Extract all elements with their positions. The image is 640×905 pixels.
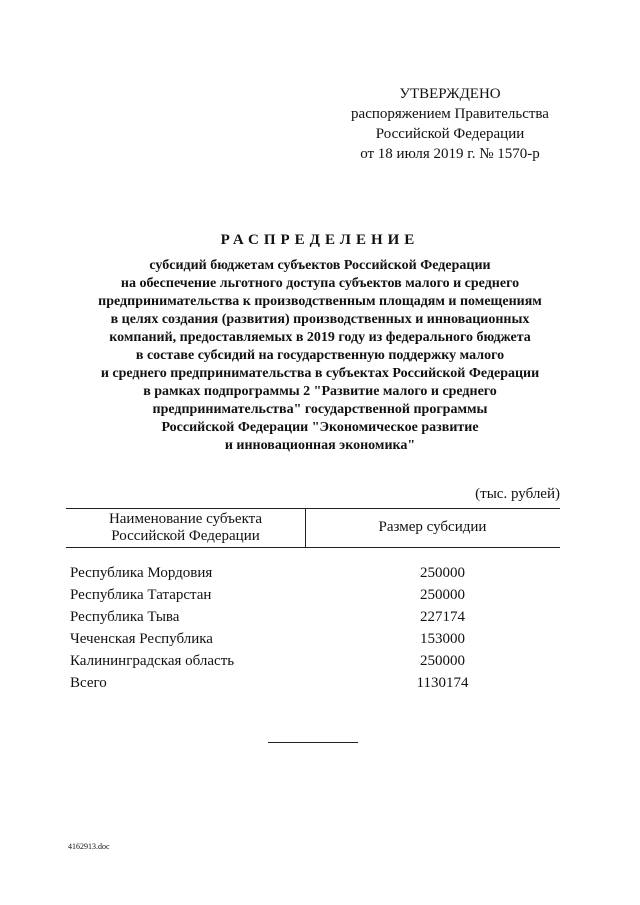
- table-row: [70, 584, 560, 606]
- table-top-rule: [66, 508, 560, 509]
- table-row: [70, 628, 560, 650]
- subtitle-line: предпринимательства" государственной программы: [152, 402, 488, 417]
- table-total-row: [70, 672, 560, 694]
- total-amount: 1130174: [416, 675, 469, 691]
- subtitle-line: в рамках подпрограммы 2 "Развитие малого и среднего: [143, 384, 497, 399]
- table-body: [70, 562, 560, 694]
- header-name-line: Наименование субъекта: [108, 511, 263, 527]
- subtitle-line: субсидий бюджетам субъектов Российской Федерации: [149, 258, 491, 273]
- header-name-line: Российской Федерации: [111, 528, 260, 544]
- approval-line: от 18 июля 2019 г. № 1570-р: [360, 146, 540, 162]
- approval-block: [340, 84, 560, 164]
- approval-title: УТВЕРЖДЕНО: [399, 86, 501, 102]
- subtitle-line: и инновационная экономика": [224, 438, 416, 453]
- table-header-rule: [66, 547, 560, 548]
- subsidy-amount: 250000: [420, 565, 465, 581]
- document-end-rule: [268, 742, 358, 743]
- subtitle-line: на обеспечение льготного доступа субъектов малого и среднего: [120, 276, 520, 291]
- region-name: Республика Татарстан: [70, 587, 212, 603]
- region-name: Республика Тыва: [70, 609, 180, 625]
- document-title: РАСПРЕДЕЛЕНИЕ: [220, 232, 420, 248]
- subsidy-amount: 250000: [420, 587, 465, 603]
- approval-line: Российской Федерации: [375, 126, 525, 142]
- subtitle-line: в составе субсидий на государственную поддержку малого: [135, 348, 505, 363]
- footer-file-name: 4162913.doc: [68, 842, 110, 851]
- subtitle-line: предпринимательства к производственным площадям и помещениям: [98, 294, 542, 309]
- document-subtitle: [60, 257, 580, 455]
- subtitle-line: Российской Федерации "Экономическое развитие: [161, 420, 479, 435]
- approval-line: распоряжением Правительства: [351, 106, 549, 122]
- region-name: Чеченская Республика: [70, 631, 213, 647]
- subsidy-amount: 153000: [420, 631, 465, 647]
- region-name: Калининградская область: [70, 653, 235, 669]
- region-name: Республика Мордовия: [70, 565, 213, 581]
- subsidy-amount: 227174: [420, 609, 465, 625]
- table-unit-label: (тыс. рублей): [475, 486, 560, 502]
- header-name-column: [66, 511, 305, 545]
- subtitle-line: и среднего предпринимательства в субъектах Российской Федерации: [100, 366, 540, 381]
- subtitle-line: в целях создания (развития) производственных и инновационных: [110, 312, 530, 327]
- header-amount-column: Размер субсидии: [378, 519, 487, 535]
- table-row: [70, 562, 560, 584]
- subsidy-amount: 250000: [420, 653, 465, 669]
- subtitle-line: компаний, предоставляемых в 2019 году из федерального бюджета: [109, 330, 531, 345]
- table-row: [70, 650, 560, 672]
- table-row: [70, 606, 560, 628]
- total-label: Всего: [70, 675, 107, 691]
